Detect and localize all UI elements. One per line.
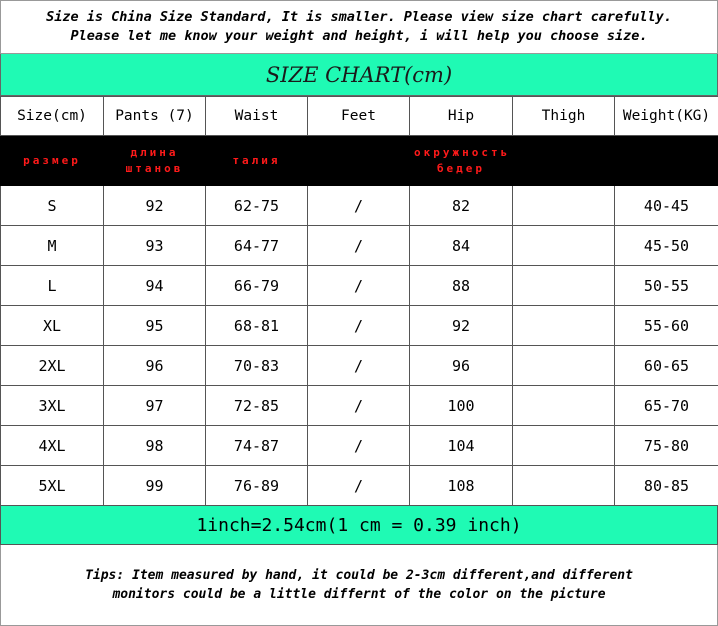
table-cell xyxy=(410,306,513,346)
table-cell-text: 74-87 xyxy=(233,436,280,455)
table-russian-header-row xyxy=(1,136,718,186)
table-cell xyxy=(410,136,513,186)
table-cell xyxy=(410,466,513,506)
table-cell-text: длина штанов xyxy=(125,145,184,175)
table-cell xyxy=(308,136,410,186)
table-cell-text: 3XL xyxy=(38,396,66,415)
table-cell xyxy=(206,226,308,266)
table-cell xyxy=(615,97,718,136)
table-cell-text: 98 xyxy=(145,436,164,455)
table-cell xyxy=(206,466,308,506)
table-cell xyxy=(513,136,615,186)
table-cell xyxy=(513,346,615,386)
table-cell-text: 50-55 xyxy=(643,276,690,295)
table-cell xyxy=(206,136,308,186)
table-cell xyxy=(206,97,308,136)
table-cell-text: 97 xyxy=(145,396,164,415)
table-cell-text: 72-85 xyxy=(233,396,280,415)
table-row xyxy=(1,466,718,506)
table-cell-text: / xyxy=(353,476,364,495)
table-cell-text: 5XL xyxy=(38,476,66,495)
table-cell-text: 55-60 xyxy=(643,316,690,335)
inch-conversion-text: 1inch=2.54cm(1 cm = 0.39 inch) xyxy=(196,514,522,536)
table-cell-text: 108 xyxy=(447,476,475,495)
table-cell xyxy=(206,186,308,226)
table-cell xyxy=(513,226,615,266)
tips-line-1: Tips: Item measured by hand, it could be 2-3cm different,and different xyxy=(85,568,633,583)
table-cell xyxy=(1,426,104,466)
table-cell-text: L xyxy=(47,276,57,295)
table-cell xyxy=(308,266,410,306)
table-cell xyxy=(410,266,513,306)
table-cell-text: 76-89 xyxy=(233,476,280,495)
table-cell-text: / xyxy=(353,356,364,375)
table-cell-text: Waist xyxy=(234,108,279,124)
table-cell-text: Hip xyxy=(447,108,475,124)
table-cell-text: S xyxy=(47,196,57,215)
table-cell-text: размер xyxy=(23,153,81,167)
table-cell xyxy=(615,466,718,506)
table-row xyxy=(1,266,718,306)
table-cell xyxy=(104,97,206,136)
table-cell-text: 93 xyxy=(145,236,164,255)
size-notice-line-1: Size is China Size Standard, It is smaller. Please view size chart carefully. xyxy=(46,9,672,25)
table-cell-text: / xyxy=(353,276,364,295)
table-cell xyxy=(1,266,104,306)
table-cell xyxy=(410,186,513,226)
table-cell xyxy=(615,186,718,226)
table-cell xyxy=(410,97,513,136)
table-cell xyxy=(615,306,718,346)
table-cell-text: 95 xyxy=(145,316,164,335)
table-cell xyxy=(308,466,410,506)
table-cell xyxy=(615,426,718,466)
table-cell-text: 64-77 xyxy=(233,236,280,255)
table-cell-text: окружность бедер xyxy=(414,145,511,175)
table-cell xyxy=(615,346,718,386)
table-cell-text: 62-75 xyxy=(233,196,280,215)
table-cell-text: талия xyxy=(232,153,281,167)
size-table xyxy=(0,96,718,506)
table-cell-text: 94 xyxy=(145,276,164,295)
table-cell xyxy=(206,306,308,346)
table-cell xyxy=(104,426,206,466)
table-cell-text: / xyxy=(353,236,364,255)
table-cell xyxy=(1,186,104,226)
table-cell xyxy=(308,386,410,426)
table-cell-text: 82 xyxy=(451,196,471,215)
table-cell xyxy=(308,306,410,346)
table-cell xyxy=(1,97,104,136)
table-cell-text: Feet xyxy=(341,108,376,124)
table-cell xyxy=(104,266,206,306)
chart-title-bar xyxy=(0,54,718,96)
table-row xyxy=(1,426,718,466)
table-cell xyxy=(104,186,206,226)
table-cell-text: 65-70 xyxy=(643,396,690,415)
table-cell xyxy=(410,386,513,426)
table-cell xyxy=(104,386,206,426)
table-cell xyxy=(1,386,104,426)
table-cell-text: 99 xyxy=(145,476,164,495)
table-cell xyxy=(308,97,410,136)
table-row xyxy=(1,386,718,426)
table-cell xyxy=(206,266,308,306)
table-cell-text: 45-50 xyxy=(643,236,690,255)
table-cell xyxy=(1,306,104,346)
table-cell-text: 80-85 xyxy=(643,476,690,495)
table-cell xyxy=(104,136,206,186)
table-row xyxy=(1,226,718,266)
table-cell xyxy=(1,346,104,386)
table-cell xyxy=(410,226,513,266)
table-cell-text: 40-45 xyxy=(643,196,690,215)
table-cell xyxy=(206,346,308,386)
table-cell-text: 92 xyxy=(451,316,471,335)
table-cell xyxy=(513,466,615,506)
table-cell-text: Weight(KG) xyxy=(622,108,711,124)
table-cell-text: 84 xyxy=(451,236,471,255)
table-cell-text: 92 xyxy=(145,196,164,215)
table-cell-text: / xyxy=(353,196,364,215)
table-cell-text: 96 xyxy=(145,356,164,375)
table-cell xyxy=(513,266,615,306)
inch-conversion-bar xyxy=(0,505,718,545)
table-cell-text: 4XL xyxy=(38,436,66,455)
table-cell xyxy=(513,97,615,136)
table-cell-text: 96 xyxy=(451,356,471,375)
table-cell xyxy=(513,386,615,426)
table-cell-text: / xyxy=(353,396,364,415)
table-cell xyxy=(308,426,410,466)
table-cell xyxy=(1,226,104,266)
size-notice-line-2: Please let me know your weight and height, i will help you choose size. xyxy=(70,28,648,44)
table-row xyxy=(1,306,718,346)
table-cell xyxy=(104,226,206,266)
table-cell xyxy=(410,426,513,466)
table-cell xyxy=(615,386,718,426)
table-cell xyxy=(308,346,410,386)
table-cell xyxy=(513,426,615,466)
table-cell-text: XL xyxy=(42,316,62,335)
tips-line-2: monitors could be a little differnt of the color on the picture xyxy=(112,587,606,602)
table-cell-text: 2XL xyxy=(38,356,66,375)
table-cell xyxy=(308,186,410,226)
table-cell-text: 104 xyxy=(447,436,475,455)
table-cell xyxy=(206,426,308,466)
table-header-row xyxy=(1,97,718,136)
tips-note xyxy=(0,545,718,626)
table-row xyxy=(1,346,718,386)
table-cell-text: / xyxy=(353,316,364,335)
table-cell-text: M xyxy=(47,236,57,255)
table-cell xyxy=(1,136,104,186)
table-cell xyxy=(104,466,206,506)
table-cell xyxy=(615,136,718,186)
table-cell xyxy=(206,386,308,426)
table-cell xyxy=(104,346,206,386)
table-row xyxy=(1,186,718,226)
table-cell xyxy=(308,226,410,266)
table-cell-text: Thigh xyxy=(541,108,586,124)
table-cell-text: 100 xyxy=(447,396,475,415)
table-cell xyxy=(615,266,718,306)
table-cell-text: 88 xyxy=(451,276,471,295)
table-cell-text: Pants (7) xyxy=(115,108,194,124)
table-cell-text: 75-80 xyxy=(643,436,690,455)
chart-title: SIZE CHART(cm) xyxy=(265,62,453,87)
table-cell-text: / xyxy=(353,436,364,455)
table-cell xyxy=(104,306,206,346)
size-notice xyxy=(0,0,718,54)
table-cell xyxy=(410,346,513,386)
table-cell xyxy=(1,466,104,506)
table-cell xyxy=(513,306,615,346)
table-cell xyxy=(615,226,718,266)
table-cell-text: 70-83 xyxy=(233,356,280,375)
table-cell-text: Size(cm) xyxy=(17,108,87,124)
table-cell-text: 60-65 xyxy=(643,356,690,375)
table-cell-text: 66-79 xyxy=(233,276,280,295)
table-cell-text: 68-81 xyxy=(233,316,280,335)
table-cell xyxy=(513,186,615,226)
